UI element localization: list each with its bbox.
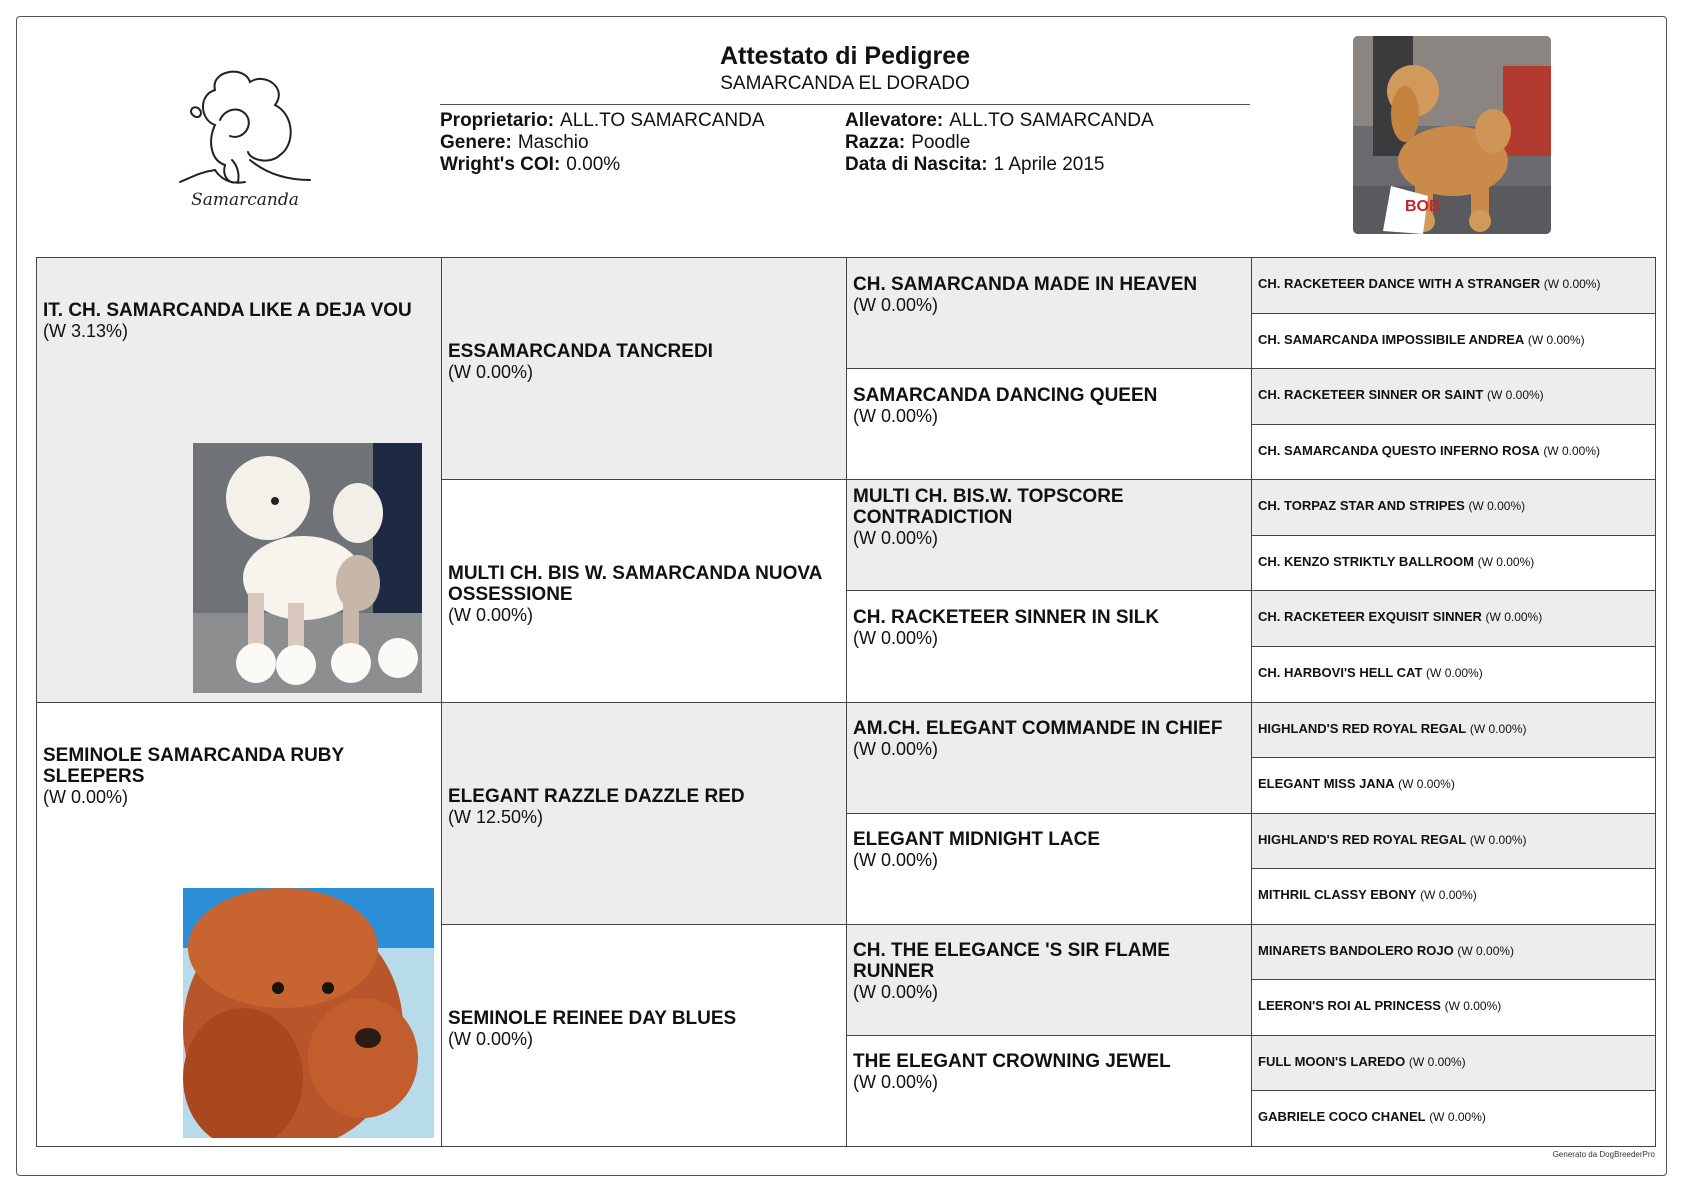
coi-value: 0.00% <box>566 154 621 175</box>
breeder-label: Allevatore: <box>845 110 944 131</box>
ancestor-name: SEMINOLE SAMARCANDA RUBY SLEEPERS <box>43 744 344 787</box>
ancestor-entry <box>1258 1054 1645 1070</box>
ancestor-coi: (W 0.00%) <box>853 405 939 426</box>
ancestor-entry <box>1258 387 1645 403</box>
pedigree-cell-gen3 <box>847 369 1252 480</box>
poodle-logo-icon <box>170 60 320 210</box>
ancestor-name: MULTI CH. BIS.W. TOPSCORE CONTRADICTION <box>853 485 1124 528</box>
ancestor-entry <box>1258 609 1645 625</box>
pedigree-cell-gen4 <box>1252 591 1656 647</box>
ancestor-coi: (W 0.00%) <box>1477 554 1535 569</box>
ancestor-coi: (W 0.00%) <box>1469 832 1527 847</box>
ancestor-name: ELEGANT MISS JANA <box>1258 776 1395 792</box>
coi-row <box>440 154 765 176</box>
ancestor-entry <box>1258 554 1645 570</box>
pedigree-cell-gen1 <box>37 258 442 703</box>
ancestor-name: ELEGANT MIDNIGHT LACE <box>853 829 1100 851</box>
dam-photo <box>183 888 434 1138</box>
document-title: Attestato di Pedigree <box>719 42 971 70</box>
ancestor-entry <box>1258 1109 1645 1125</box>
pedigree-cell-gen3 <box>847 814 1252 925</box>
ancestor-entry <box>1258 498 1645 514</box>
ancestor-name: CH. RACKETEER DANCE WITH A STRANGER <box>1258 276 1541 291</box>
ancestor-name: MINARETS BANDOLERO ROJO <box>1258 942 1454 958</box>
pedigree-table <box>36 257 1656 1147</box>
pedigree-cell-gen3 <box>847 703 1252 814</box>
info-left <box>440 110 765 176</box>
breeder-row <box>845 110 1154 132</box>
pedigree-cell-gen4 <box>1252 869 1656 925</box>
ancestor-name: CH. SAMARCANDA MADE IN HEAVEN <box>853 273 1198 295</box>
ancestor-name: HIGHLAND'S RED ROYAL REGAL <box>1258 831 1467 847</box>
ancestor-coi: (W 0.00%) <box>853 627 939 648</box>
pedigree-cell-gen2 <box>442 480 847 702</box>
ancestor-coi: (W 0.00%) <box>1457 943 1515 958</box>
pedigree-cell-gen4 <box>1252 314 1656 370</box>
pedigree-cell-gen4 <box>1252 425 1656 481</box>
pedigree-cell-gen4 <box>1252 258 1656 314</box>
ancestor-entry <box>43 300 431 342</box>
ancestor-entry <box>853 718 1241 760</box>
ancestor-name: SAMARCANDA DANCING QUEEN <box>853 384 1158 406</box>
pedigree-cell-gen4 <box>1252 536 1656 592</box>
ancestor-coi: (W 0.00%) <box>1420 888 1477 903</box>
ancestor-name: CH. KENZO STRIKTLY BALLROOM <box>1258 553 1474 569</box>
pedigree-cell-gen4 <box>1252 925 1656 981</box>
svg-text:Samarcanda: Samarcanda <box>191 190 299 210</box>
info-right <box>845 110 1154 176</box>
ancestor-coi: (W 0.00%) <box>1426 665 1483 680</box>
pedigree-cell-gen1 <box>37 703 442 1148</box>
ancestor-entry <box>1258 776 1645 792</box>
ancestor-coi: (W 12.50%) <box>448 806 544 827</box>
ancestor-name: IT. CH. SAMARCANDA LIKE A DEJA VOU <box>43 300 412 321</box>
ancestor-name: CH. RACKETEER SINNER OR SAINT <box>1258 387 1484 403</box>
breed-row <box>845 132 1154 154</box>
ancestor-entry <box>1258 443 1645 459</box>
ancestor-name: CH. RACKETEER SINNER IN SILK <box>853 606 1160 628</box>
white-poodle-photo-icon <box>193 443 422 693</box>
pedigree-cell-gen4 <box>1252 980 1656 1036</box>
ancestor-coi: (W 0.00%) <box>1469 721 1527 736</box>
ancestor-coi: (W 0.00%) <box>1543 277 1601 291</box>
title-divider <box>440 104 1250 105</box>
pedigree-cell-gen4 <box>1252 703 1656 759</box>
ancestor-entry <box>853 486 1241 549</box>
ancestor-coi: (W 0.00%) <box>448 605 534 626</box>
ancestor-coi: (W 0.00%) <box>1485 610 1543 625</box>
birthdate-label: Data di Nascita: <box>845 154 988 175</box>
ancestor-entry <box>1258 276 1645 292</box>
sire-photo <box>193 443 422 693</box>
breed-label: Razza: <box>845 132 906 153</box>
svg-text:BOB: BOB <box>1405 198 1441 215</box>
owner-row <box>440 110 765 132</box>
ancestor-entry <box>1258 721 1645 737</box>
pedigree-cell-gen3 <box>847 258 1252 369</box>
ancestor-name: CH. HARBOVI'S HELL CAT <box>1258 664 1423 680</box>
ancestor-entry <box>853 940 1241 1003</box>
birthdate-value: 1 Aprile 2015 <box>993 154 1105 175</box>
pedigree-cell-gen4 <box>1252 758 1656 814</box>
ancestor-coi: (W 0.00%) <box>1398 777 1455 792</box>
pedigree-cell-gen3 <box>847 1036 1252 1147</box>
birthdate-row <box>845 154 1154 176</box>
ancestor-entry <box>853 829 1241 871</box>
ancestor-name: LEERON'S ROI AL PRINCESS <box>1258 998 1441 1014</box>
pedigree-cell-gen3 <box>847 480 1252 591</box>
ancestor-coi: (W 0.00%) <box>1408 1054 1466 1069</box>
title-block <box>440 40 1250 96</box>
generator-credit: Generato da DogBreederPro <box>1552 1150 1655 1159</box>
ancestor-entry <box>853 385 1241 427</box>
pedigree-cell-gen4 <box>1252 1091 1656 1147</box>
ancestor-name: CH. SAMARCANDA QUESTO INFERNO ROSA <box>1258 442 1540 458</box>
apricot-poodle-photo-icon <box>1353 36 1551 234</box>
ancestor-entry <box>1258 332 1645 348</box>
ancestor-name: MITHRIL CLASSY EBONY <box>1258 887 1417 903</box>
ancestor-coi: (W 3.13%) <box>43 321 129 341</box>
ancestor-coi: (W 0.00%) <box>853 294 939 315</box>
ancestor-name: ELEGANT RAZZLE DAZZLE RED <box>448 785 745 807</box>
pedigree-cell-gen2 <box>442 703 847 925</box>
ancestor-coi: (W 0.00%) <box>448 362 534 383</box>
ancestor-name: SEMINOLE REINEE DAY BLUES <box>448 1007 737 1029</box>
ancestor-entry <box>1258 943 1645 959</box>
ancestor-entry <box>853 1051 1241 1093</box>
ancestor-entry <box>1258 832 1645 848</box>
ancestor-entry <box>853 607 1241 649</box>
ancestor-entry <box>448 786 836 828</box>
owner-label: Proprietario: <box>440 110 555 131</box>
breed-value: Poodle <box>911 132 971 153</box>
red-poodle-photo-icon <box>183 888 434 1138</box>
gender-value: Maschio <box>517 132 589 153</box>
pedigree-cell-gen3 <box>847 591 1252 702</box>
ancestor-coi: (W 0.00%) <box>853 527 939 548</box>
ancestor-name: CH. THE ELEGANCE 'S SIR FLAME RUNNER <box>853 940 1170 983</box>
breeder-value: ALL.TO SAMARCANDA <box>949 110 1154 131</box>
pedigree-cell-gen4 <box>1252 480 1656 536</box>
ancestor-coi: (W 0.00%) <box>1486 388 1544 403</box>
pedigree-cell-gen4 <box>1252 1036 1656 1092</box>
ancestor-name: CH. TORPAZ STAR AND STRIPES <box>1258 498 1465 514</box>
ancestor-name: CH. RACKETEER EXQUISIT SINNER <box>1258 609 1482 625</box>
ancestor-coi: (W 0.00%) <box>853 739 939 760</box>
coi-label: Wright's COI: <box>440 154 561 175</box>
ancestor-coi: (W 0.00%) <box>448 1028 534 1049</box>
ancestor-coi: (W 0.00%) <box>853 982 939 1003</box>
pedigree-cell-gen3 <box>847 925 1252 1036</box>
gender-label: Genere: <box>440 132 512 153</box>
ancestor-name: AM.CH. ELEGANT COMMANDE IN CHIEF <box>853 718 1223 740</box>
pedigree-cell-gen4 <box>1252 814 1656 870</box>
ancestor-entry <box>43 745 431 808</box>
ancestor-name: HIGHLAND'S RED ROYAL REGAL <box>1258 720 1467 736</box>
ancestor-entry <box>1258 665 1645 681</box>
ancestor-name: MULTI CH. BIS W. SAMARCANDA NUOVA OSSESSIONE <box>448 563 822 606</box>
ancestor-name: ESSAMARCANDA TANCREDI <box>448 341 713 363</box>
ancestor-coi: (W 0.00%) <box>1543 443 1600 458</box>
pedigree-cell-gen2 <box>442 258 847 480</box>
ancestor-entry <box>1258 887 1645 903</box>
ancestor-entry <box>448 563 836 626</box>
dog-photo <box>1353 36 1551 234</box>
ancestor-entry <box>448 341 836 383</box>
ancestor-entry <box>853 274 1241 316</box>
ancestor-entry <box>1258 998 1645 1014</box>
ancestor-coi: (W 0.00%) <box>853 1072 939 1093</box>
ancestor-coi: (W 0.00%) <box>853 850 939 871</box>
ancestor-name: GABRIELE COCO CHANEL <box>1258 1109 1426 1125</box>
ancestor-coi: (W 0.00%) <box>1527 332 1585 347</box>
ancestor-name: CH. SAMARCANDA IMPOSSIBILE ANDREA <box>1258 331 1525 347</box>
kennel-logo <box>170 60 320 210</box>
ancestor-name: FULL MOON'S LAREDO <box>1258 1053 1406 1069</box>
ancestor-coi: (W 0.00%) <box>1429 1110 1486 1125</box>
pedigree-cell-gen4 <box>1252 369 1656 425</box>
pedigree-cell-gen4 <box>1252 647 1656 703</box>
ancestor-coi: (W 0.00%) <box>1468 499 1526 514</box>
ancestor-coi: (W 0.00%) <box>1444 999 1502 1014</box>
owner-value: ALL.TO SAMARCANDA <box>560 110 765 131</box>
ancestor-name: THE ELEGANT CROWNING JEWEL <box>853 1051 1171 1073</box>
pedigree-cell-gen2 <box>442 925 847 1147</box>
gender-row <box>440 132 765 154</box>
dog-name: SAMARCANDA EL DORADO <box>720 73 970 94</box>
ancestor-coi: (W 0.00%) <box>43 786 129 807</box>
ancestor-entry <box>448 1008 836 1050</box>
